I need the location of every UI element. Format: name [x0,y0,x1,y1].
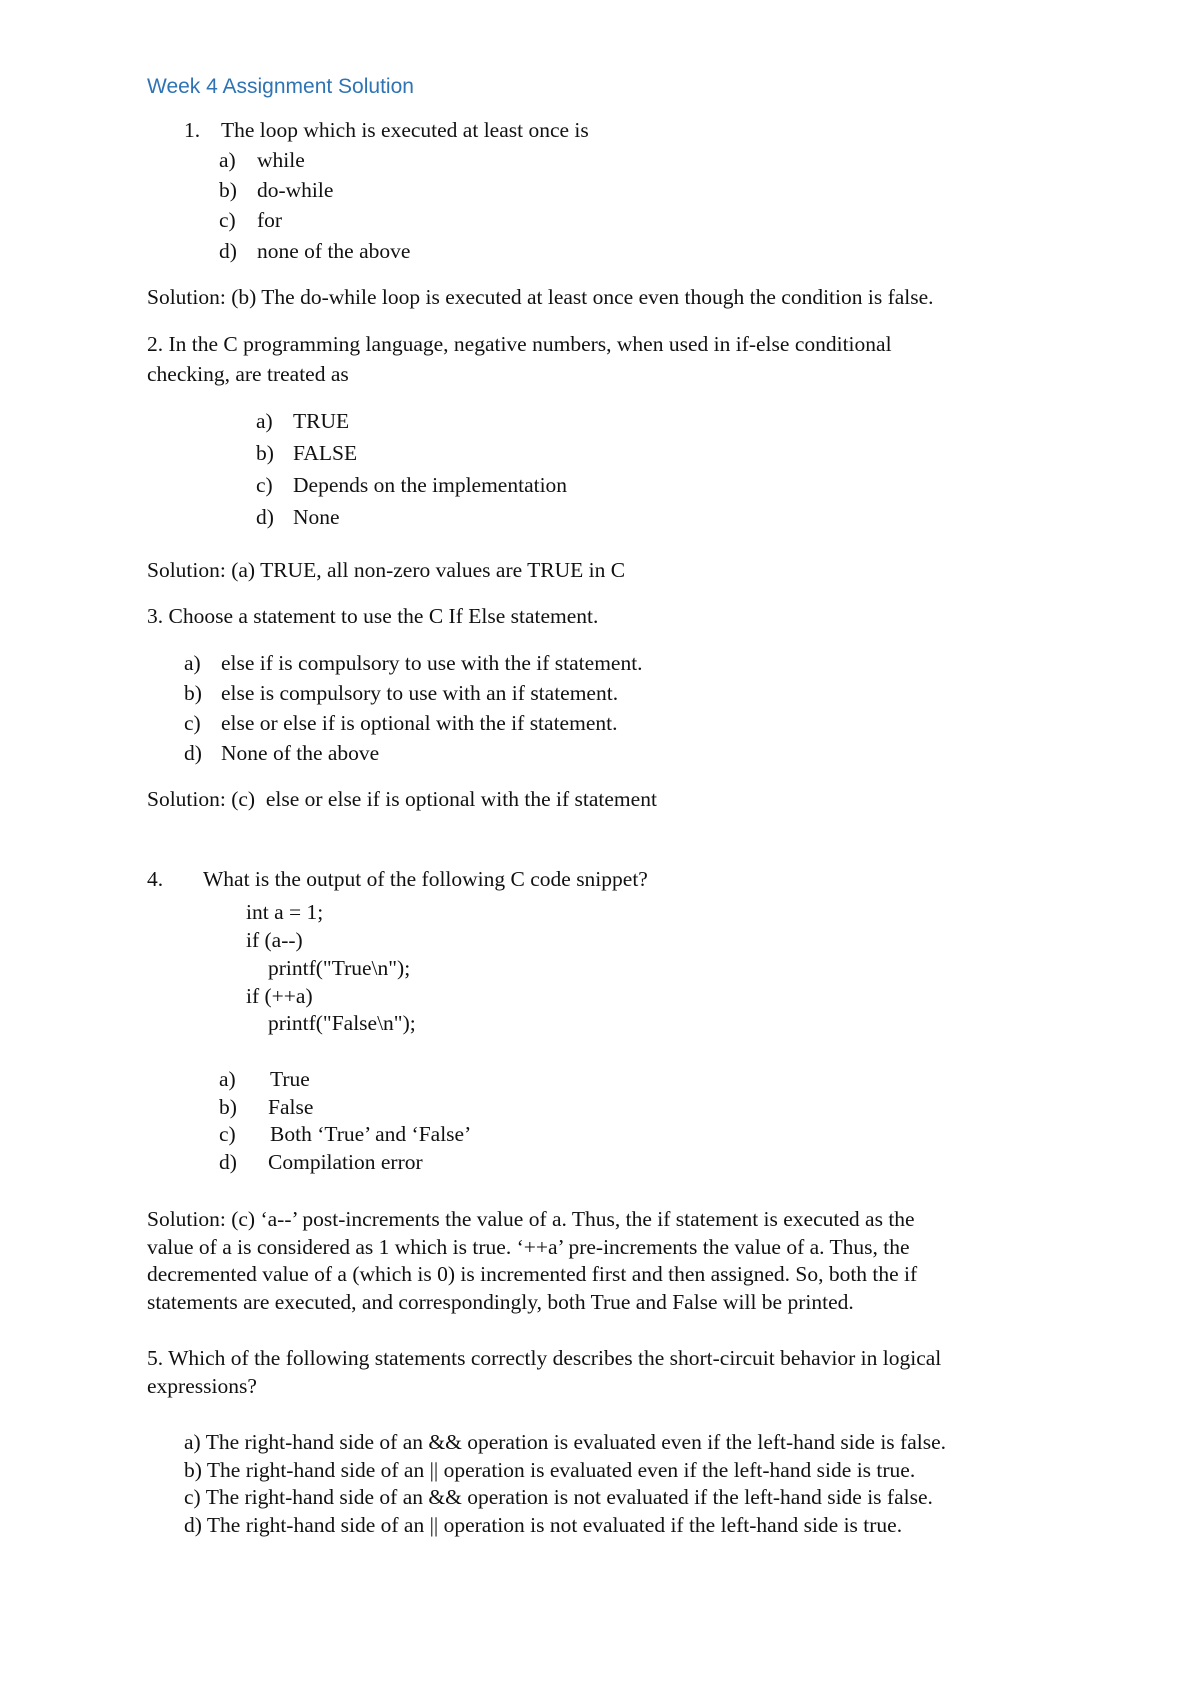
option-label: b) [219,1095,237,1119]
question-stem: 5. Which of the following statements correctly describes the short-circuit behavior in logical [147,1346,942,1370]
option-label: d) [219,239,237,263]
code-line: printf("False\n"); [268,1011,416,1035]
option-text: True [270,1067,310,1091]
option-text: d) The right-hand side of an || operation is not evaluated if the left-hand side is true. [184,1513,903,1537]
code-line: if (a--) [246,928,303,952]
option-text: None of the above [221,741,380,765]
code-line: int a = 1; [246,900,324,924]
solution-text: value of a is considered as 1 which is true. ‘++a’ pre-increments the value of a. Thus, the [147,1235,910,1259]
option-text: do-while [257,178,334,202]
option-text: while [257,148,305,172]
option-text: TRUE [293,409,350,433]
option-text: else if is compulsory to use with the if statement. [221,651,643,675]
solution-text: Solution: (b) The do-while loop is executed at least once even though the condition is false. [147,285,934,309]
solution-text: statements are executed, and correspondingly, both True and False will be printed. [147,1290,854,1314]
option-label: c) [256,473,273,497]
option-label: d) [256,505,274,529]
option-text: None [293,505,340,529]
solution-text: Solution: (a) TRUE, all non-zero values are TRUE in C [147,558,626,582]
option-text: Both ‘True’ and ‘False’ [270,1122,472,1146]
option-text: else or else if is optional with the if statement. [221,711,618,735]
solution-text: Solution: (c) else or else if is optional with the if statement [147,787,657,811]
question-stem: 3. Choose a statement to use the C If Else statement. [147,604,599,628]
question-stem: expressions? [147,1374,257,1398]
option-text: for [257,208,283,232]
option-text: else is compulsory to use with an if statement. [221,681,619,705]
option-label: a) [256,409,273,433]
question-stem: What is the output of the following C code snippet? [203,867,648,891]
solution-text: decremented value of a (which is 0) is incremented first and then assigned. So, both the if [147,1262,918,1286]
option-label: b) [184,681,202,705]
option-label: b) [256,441,274,465]
option-text: b) The right-hand side of an || operation is evaluated even if the left-hand side is true. [184,1458,916,1482]
option-label: a) [219,148,236,172]
question-number: 4. [147,867,164,891]
solution-text: Solution: (c) ‘a--’ post-increments the value of a. Thus, the if statement is executed as the [147,1207,915,1231]
page-title: Week 4 Assignment Solution [147,75,414,98]
question-stem: 2. In the C programming language, negative numbers, when used in if-else conditional [147,332,892,356]
option-label: a) [219,1067,236,1091]
option-text: Depends on the implementation [293,473,568,497]
option-text: a) The right-hand side of an && operation is evaluated even if the left-hand side is false. [184,1430,947,1454]
option-label: c) [219,1122,236,1146]
question-number: 1. [184,118,201,142]
question-stem: checking, are treated as [147,362,349,386]
code-line: printf("True\n"); [268,956,411,980]
option-text: none of the above [257,239,411,263]
code-line: if (++a) [246,984,313,1008]
option-label: a) [184,651,201,675]
question-stem: The loop which is executed at least once is [221,118,589,142]
option-text: False [268,1095,314,1119]
option-label: c) [219,208,236,232]
option-text: FALSE [293,441,358,465]
option-label: b) [219,178,237,202]
option-text: Compilation error [268,1150,423,1174]
option-label: d) [219,1150,237,1174]
option-label: c) [184,711,201,735]
option-label: d) [184,741,202,765]
option-text: c) The right-hand side of an && operation is not evaluated if the left-hand side is false. [184,1485,933,1509]
